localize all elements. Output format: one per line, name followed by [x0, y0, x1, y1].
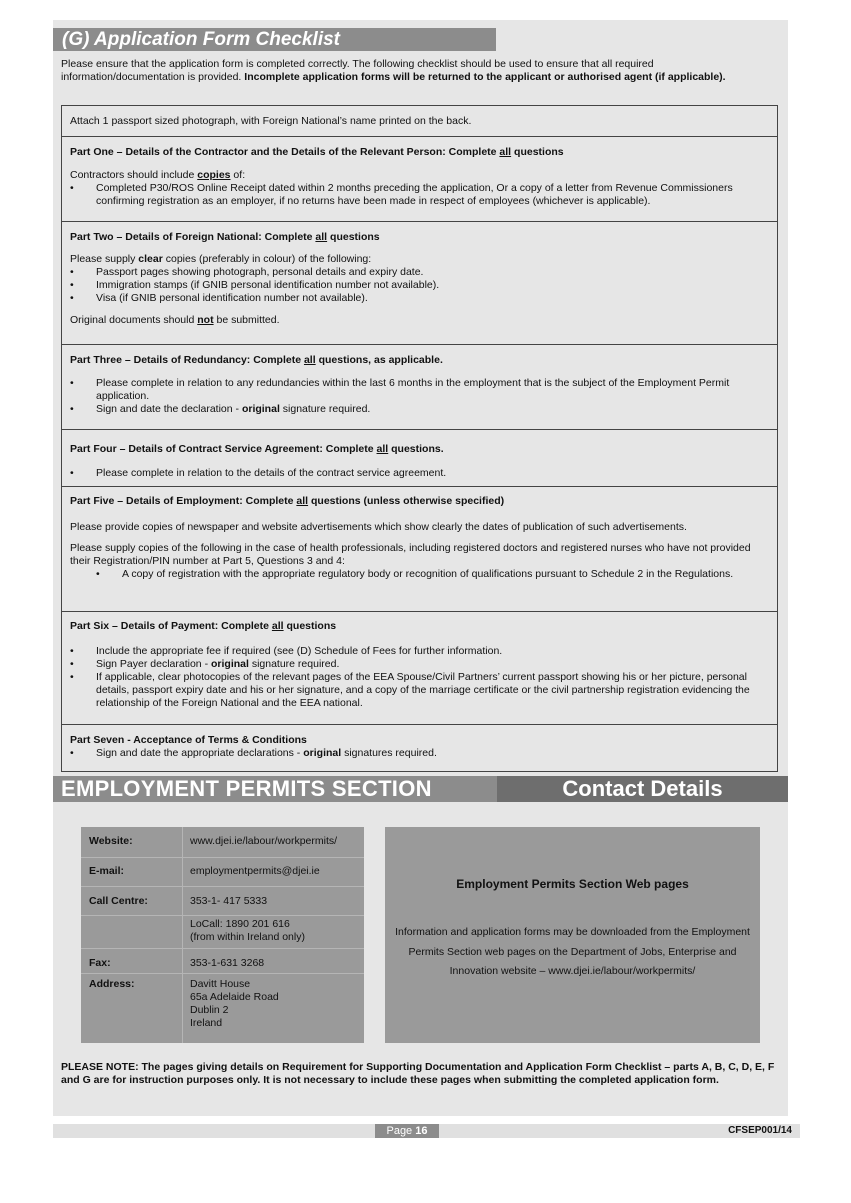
part-one: [62, 137, 777, 222]
part-two-list: [70, 266, 769, 305]
list-item: • Include the appropriate fee if required (see (D) Schedule of Fees for further information.: [96, 645, 769, 658]
part-two-lead: Please supply clear copies (preferably in colour) of the following:: [70, 253, 372, 265]
fax-label: Fax:: [89, 957, 111, 969]
page-label: Page: [386, 1125, 413, 1137]
web-pages-body: Information and application forms may be downloaded from the Employment Permits Section web pages on the Department of Jobs, Enterprise and Innovation website – www.djei.ie/labour/workpermits/: [395, 926, 750, 977]
call-centre-number: 353-1- 417 5333: [190, 895, 268, 907]
employment-permits-section-bar: EMPLOYMENT PERMITS SECTION: [53, 776, 497, 802]
list-item: • Passport pages showing photograph, personal details and expiry date.: [96, 266, 769, 279]
intro-bold: Incomplete application forms will be returned to the applicant or authorised agent (if applicable).: [244, 71, 726, 83]
part-three: [62, 345, 777, 430]
section-title: (G) Application Form Checklist: [53, 28, 496, 51]
photo-instruction: Attach 1 passport sized photograph, with Foreign National’s name printed on the back.: [70, 115, 472, 127]
part-five-para1: Please provide copies of newspaper and website advertisements which show clearly the dates of publication of such advertisements.: [70, 521, 687, 533]
column-divider: [182, 827, 183, 1043]
row-divider: [81, 973, 364, 974]
part-two-heading: Part Two – Details of Foreign National: Complete all questions: [70, 231, 380, 243]
part-two: [62, 222, 777, 345]
row-divider: [81, 915, 364, 916]
part-seven-list: [70, 747, 769, 760]
address-line: Ireland: [190, 1017, 223, 1029]
list-item: • Immigration stamps (if GNIB personal identification number not available).: [96, 279, 769, 292]
part-six: [62, 612, 777, 725]
website-label: Website:: [89, 835, 133, 847]
list-item: • Sign Payer declaration - original signature required.: [96, 658, 769, 671]
row-divider: [81, 857, 364, 858]
web-pages-title: Employment Permits Section Web pages: [456, 877, 689, 891]
address-label: Address:: [89, 978, 135, 990]
part-six-heading: Part Six – Details of Payment: Complete all questions: [70, 620, 337, 632]
email-link[interactable]: employmentpermits@djei.ie: [190, 865, 320, 877]
part-one-heading: Part One – Details of the Contractor and the Details of the Relevant Person: Complete all questions: [70, 146, 564, 158]
checklist-table: [61, 105, 778, 772]
page-number-badge: [375, 1124, 439, 1138]
part-four: [62, 430, 777, 487]
part-five: [62, 487, 777, 612]
part-three-heading: Part Three – Details of Redundancy: Complete all questions, as applicable.: [70, 354, 443, 366]
part-four-list: [70, 467, 769, 480]
form-code: CFSEP001/14: [728, 1125, 792, 1136]
part-five-list: [70, 568, 769, 581]
photo-row: [62, 106, 777, 137]
contact-table: [81, 827, 364, 1043]
list-item: • Visa (if GNIB personal identification number not available).: [96, 292, 769, 305]
contact-details-bar: Contact Details: [497, 776, 788, 802]
intro-normal: Please ensure that the application form is completed correctly. The following checklist should be used to ensure that all required information/documentation is provided.: [61, 58, 654, 83]
website-link[interactable]: www.djei.ie/labour/workpermits/: [190, 835, 338, 847]
list-item: • Sign and date the appropriate declarations - original signatures required.: [96, 747, 769, 760]
web-pages-box: [385, 827, 760, 1043]
intro-text: [61, 58, 761, 84]
address-line: 65a Adelaide Road: [190, 991, 279, 1003]
address-line: Davitt House: [190, 978, 251, 990]
locall-note: (from within Ireland only): [190, 931, 305, 943]
list-item: • If applicable, clear photocopies of the relevant pages of the EEA Spouse/Civil Partners’ current passport showing his or her picture, personal details, passport expiry date and his or her signature, and a copy of the marriage certificate or the civil partnership registration evidencing the relationship of the Foreign National and the EEA national.: [96, 671, 769, 710]
part-one-list: [70, 182, 769, 208]
part-seven: [62, 725, 777, 772]
list-item: • Please complete in relation to the details of the contract service agreement.: [96, 467, 769, 480]
part-four-heading: Part Four – Details of Contract Service Agreement: Complete all questions.: [70, 443, 444, 455]
list-item: • Please complete in relation to any redundancies within the last 6 months in the employment that is the subject of the Employment Permit application.: [96, 377, 769, 403]
list-item: • Completed P30/ROS Online Receipt dated within 2 months preceding the application, Or a copy of a letter from Revenue Commissioners confirming registration as an employer, if no returns have been made in respect of employees (whichever is applicable).: [96, 182, 769, 208]
part-two-original: Original documents should not be submitted.: [70, 314, 280, 326]
please-note: PLEASE NOTE: The pages giving details on Requirement for Supporting Documentation and Application Form Checklist – parts A, B, C, D, E, F and G are for instruction purposes only. It is not necessary to include these pages when submitting the completed application form.: [61, 1061, 775, 1086]
part-five-para2: Please supply copies of the following in the case of health professionals, including registered doctors and registered nurses who have not provided their Registration/PIN number at Part 5, Questions 3 and 4:: [70, 542, 751, 567]
row-divider: [81, 886, 364, 887]
part-six-list: [70, 645, 769, 710]
part-one-lead: Contractors should include copies of:: [70, 169, 246, 181]
page-number: 16: [415, 1125, 428, 1137]
email-label: E-mail:: [89, 865, 125, 877]
address-line: Dublin 2: [190, 1004, 229, 1016]
list-item: • Sign and date the declaration - original signature required.: [96, 403, 769, 416]
list-item: • A copy of registration with the appropriate regulatory body or recognition of qualifications pursuant to Schedule 2 in the Regulations.: [122, 568, 769, 581]
call-centre-label: Call Centre:: [89, 895, 148, 907]
fax-number: 353-1-631 3268: [190, 957, 265, 969]
part-seven-heading: Part Seven - Acceptance of Terms & Conditions: [70, 734, 307, 746]
row-divider: [81, 948, 364, 949]
part-three-list: [70, 377, 769, 416]
part-five-heading: Part Five – Details of Employment: Complete all questions (unless otherwise specified): [70, 495, 505, 507]
locall-number: LoCall: 1890 201 616: [190, 918, 290, 930]
